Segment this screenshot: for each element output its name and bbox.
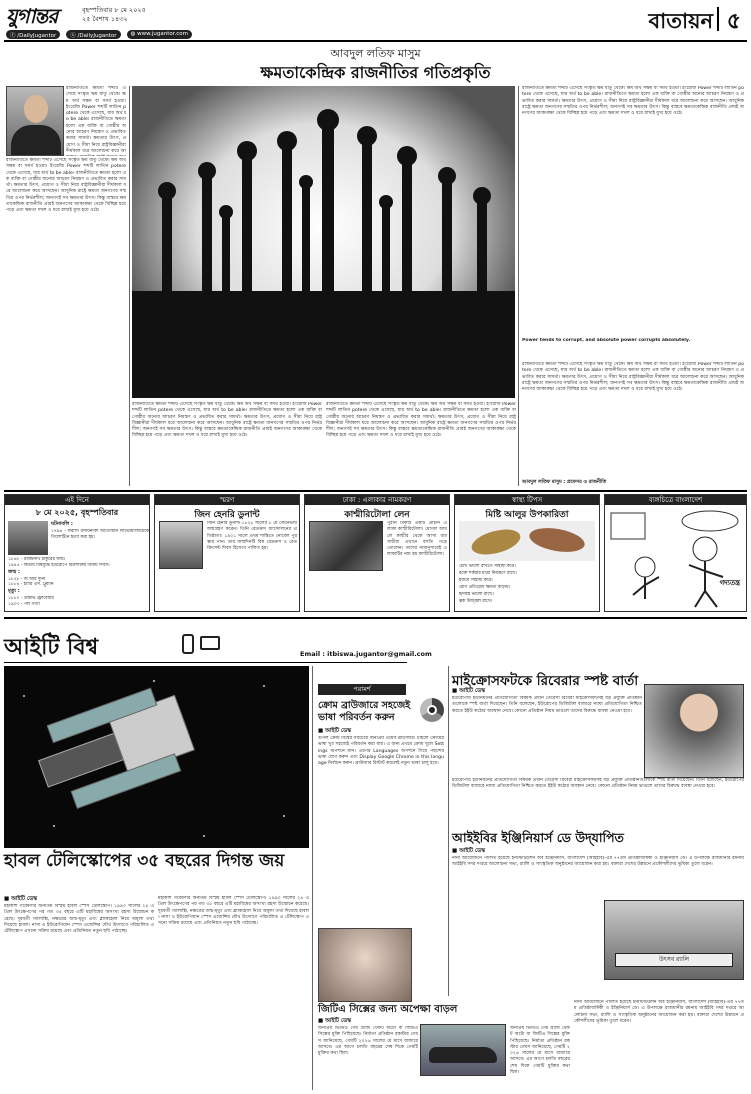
advice-headline: ক্রোম ব্রাউজারে সহজেই ভাষা পরিবর্তন করুন bbox=[318, 700, 411, 723]
gta-photo bbox=[318, 928, 412, 1002]
health-tips bbox=[459, 563, 597, 605]
it-email: Email : itbiswa.jugantor@gmail.com bbox=[300, 650, 432, 658]
hubble-headline: হাবল টেলিস্কোপের ৩৫ বছরের দিগন্ত জয় bbox=[4, 851, 285, 871]
facebook-link[interactable] bbox=[6, 30, 60, 39]
chrome-logo bbox=[420, 698, 444, 722]
info-strip bbox=[4, 494, 747, 614]
advice-desk: ■ আইটি ডেস্ক bbox=[318, 728, 352, 734]
it-title-rule bbox=[4, 662, 407, 663]
section-divider bbox=[717, 7, 719, 31]
political-cartoon bbox=[605, 507, 746, 611]
crowd-illustration bbox=[132, 86, 515, 398]
lead-column-4b: রাজনীতিতে ক্ষমতা শব্দটি এসেছে সংস্কৃত ক্ষম ধাতু থেকে। ক্ষম অর্থ সক্ষম বা সমর্থ হওয়া। ইংরেজি Power শব্দটি লাতিন potere থেকে এসেছে, যার অর্থ to be able। রাজনীতিতে ক্ষমতা হলো এক ব্যক্তি বা গোষ্ঠীর অন্যের আচরণ নিয়ন্ত্রণ ও প্রভাবিত করার সামর্থ্য। ক্ষমতার উৎস, প্রয়োগ ও সীমা নিয়ে রাষ্ট্রবিজ্ঞানীরা দীর্ঘকাল ধরে আলোচনা করে আসছেন। আধুনিক রাষ্ট্রে ক্ষমতা জনগণের সম্মতির ওপর নির্ভরশীল; জনগণই সব ক্ষমতার উৎস। কিন্তু বাস্তবে ক্ষমতাকেন্দ্রিক রাজনীতি প্রায়ই জনগণের আকাঙ্ক্ষা থেকে বিচ্ছিন্ন হয়ে পড়ে এবং ক্ষমতা দখল ও ধরে রাখাই মুখ্য হয়ে ওঠে। bbox=[522, 362, 744, 393]
column-rule bbox=[312, 666, 313, 1090]
author-suit bbox=[11, 125, 61, 156]
lead-author: আবদুল লতিফ মাসুম bbox=[330, 47, 421, 60]
hubble-body-2: মহাকাশ গবেষণার অন্যতম বিস্ময় হাবল স্পেস টেলিস্কোপ। ১৯৯০ সালের ২৪ এপ্রিল উৎক্ষেপণের পর গত ৩৫ বছরে এটি মহাবিশ্বের অসংখ্য রহস্য উন্মোচন করেছে। দূরবর্তী গ্যালাক্সি, নক্ষত্রের জন্ম-মৃত্যু এবং ব্ল্যাকহোল নিয়ে অমূল্য তথ্য দিয়েছে হাবল। নাসা ও ইউরোপিয়ান স্পেস এজেন্সির যৌথ উদ্যোগে পরিচালিত এ টেলিস্কোপ এখনো সক্রিয় রয়েছে এবং প্রতিনিয়ত নতুন ছবি পাঠাচ্ছে। bbox=[158, 896, 309, 927]
microsoft-body-2: ইউরোপীয় ইউনিয়নের প্রতিযোগিতা বিষয়ক প্রধান তেরেসা রিবেরা মাইক্রোসফটসহ বড় প্রযুক্তি প্রতিষ্ঠানগুলোকে স্পষ্ট বার্তা দিয়েছেন। তিনি বলেছেন, ইউরোপের ডিজিটাল বাজারে ন্যায্য প্রতিযোগিতা নিশ্চিত করতে ইইউ কঠোর অবস্থান নেবে। কোনো প্রতিষ্ঠান নিয়ম ভাঙলে তাদের বিরুদ্ধে ব্যবস্থা নেওয়া হবে। bbox=[452, 778, 744, 790]
lead-headline: ক্ষমতাকেন্দ্রিক রাজনীতির গতিপ্রকৃতি bbox=[260, 63, 491, 82]
health-title: স্বাস্থ্য টিপস bbox=[455, 495, 599, 505]
header-rule bbox=[4, 40, 747, 42]
remember-text: জিন হেনরি ডুনান্ট ১৮২৮ সালের ৮ মে জেনেভায় জন্মগ্রহণ করেন। তিনি রেডক্রস আন্দোলনের প্রতিষ্ঠাতা। ১৯০১ সালে প্রথম শান্তিতে নোবেল পুরস্কার পান। তার জন্মদিনটি বিশ্ব রেডক্রস ও রেড ক্রিসেন্ট দিবস হিসেবে পালিত হয়। bbox=[207, 521, 297, 552]
it-section-banner bbox=[4, 630, 224, 660]
today-panel bbox=[4, 494, 150, 612]
dhaka-title: ঢাকা : এলাকার নামকরণ bbox=[305, 495, 449, 505]
microsoft-headline: মাইক্রোসফটকে রিবেরার স্পষ্ট বার্তা bbox=[452, 673, 639, 689]
microsoft-desk: ■ আইটি ডেস্ক bbox=[452, 688, 486, 694]
car-shape bbox=[429, 1047, 497, 1063]
issue-date: বৃহস্পতিবার ৮ মে ২০২৫ bbox=[82, 6, 146, 14]
hubble-desk: ■ আইটি ডেস্ক bbox=[4, 896, 38, 902]
page-number: ৫ bbox=[726, 9, 741, 34]
today-date: ৮ মে ২০২৫, বৃহস্পতিবার bbox=[35, 508, 119, 517]
gta-body-2: জনপ্রিয় ভিডিও গেম গ্র্যান্ড থেফট অটো বা জিটিএ সিক্সের মুক্তি পিছিয়েছে। নির্মাতা প্রতিষ্ঠান রকস্টার গেমস জানিয়েছে, গেমটি ২০২৬ সালের মে মাসে বাজারে আসবে। এর আগে চলতি বছরের শেষ দিকে গেমটি মুক্তির কথা ছিল। bbox=[510, 1026, 570, 1076]
ieb-rally-photo bbox=[604, 900, 744, 980]
column-rule bbox=[448, 666, 449, 996]
today-event: ১৭৯৪ - ফরাসি রসায়নবিদ আঁতোয়ান লাভোয়াজিয়েকে গিলোটিনে হত্যা করা হয়। bbox=[51, 529, 149, 540]
today-birth: ১৮৮৪ - হ্যারি এস. ট্রুম্যান bbox=[8, 582, 54, 588]
facebook-handle: /DailyJugantor bbox=[17, 33, 57, 39]
strip-bottom-rule bbox=[4, 617, 747, 619]
portrait-photo bbox=[159, 521, 203, 569]
dhaka-name: কাশ্মীরিটোলা লেন bbox=[344, 510, 410, 520]
advice-tag: পরামর্শ bbox=[318, 684, 406, 695]
health-panel bbox=[454, 494, 600, 612]
health-tip: হজমে সাহায্য করে। bbox=[459, 578, 493, 583]
lead-quote: Power tends to corrupt, and absolute power corrupts absolutely. bbox=[522, 338, 691, 343]
globe-icon: ◍ bbox=[130, 31, 136, 37]
remember-name: জিন হেনরি ডুনান্ট bbox=[194, 510, 260, 520]
events-heading: ঘটনাবলি : bbox=[51, 521, 73, 527]
ieb-desk: ■ আইটি ডেস্ক bbox=[452, 848, 486, 854]
section-title: বাতায়ন bbox=[648, 9, 713, 33]
twitter-link[interactable] bbox=[66, 30, 120, 39]
column-rule bbox=[129, 86, 130, 486]
dhaka-panel bbox=[304, 494, 450, 612]
ieb-body: নানা আয়োজনে পালিত হয়েছে ইনস্টিটিউশন অব ইঞ্জিনিয়ার্স, বাংলাদেশ (আইইবি)-এর ৭৭তম প্রতিষ্ঠাবার্ষিকী ও ইঞ্জিনিয়ার্স ডে। এ উপলক্ষে রাজধানীর রমনায় আইইবি সদর দপ্তরে আলোচনা সভা, র‍্যালি ও সাংস্কৃতিক অনুষ্ঠানের আয়োজন করা হয়। বক্তারা দেশের উন্নয়নে প্রকৌশলীদের ভূমিকা তুলে ধরেন। bbox=[452, 856, 744, 868]
cartoon-caption: গদ্যতন্ত্র bbox=[719, 579, 740, 587]
phone-icon bbox=[182, 634, 194, 654]
author-head bbox=[24, 95, 48, 123]
dhaka-text: পুরান ঢাকার একটি প্রাচীন এলাকা কাশ্মীরিটোলা। মোগল আমলে কাশ্মীর থেকে আসা ব্যবসায়ীরা এখানে বসতি গড়ে তোলেন। তাদের নামানুসারেই এলাকাটির নাম হয় কাশ্মীরিটোলা। bbox=[387, 521, 447, 558]
gta-car-photo bbox=[420, 1024, 506, 1076]
website-url: www.jugantor.com bbox=[137, 31, 188, 37]
health-tip: চোখ ভালো রাখতে সাহায্য করে। bbox=[459, 564, 516, 569]
today-death: ১৮৮০ - গুস্তাভ ফ্লোবেয়ার bbox=[8, 596, 54, 602]
health-tip: ত্বক উজ্জ্বল রাখে। bbox=[459, 599, 493, 604]
facebook-icon: ⓕ bbox=[10, 33, 16, 39]
social-links bbox=[6, 30, 192, 39]
ribera-photo bbox=[644, 684, 744, 778]
author-photo bbox=[6, 86, 64, 156]
hubble-photo bbox=[4, 666, 309, 848]
lead-column-1: রাজনীতিতে ক্ষমতা শব্দটি এসেছে সংস্কৃত ক্ষম ধাতু থেকে। ক্ষম অর্থ সক্ষম বা সমর্থ হওয়া। ইংরেজি Power শব্দটি লাতিন potere থেকে এসেছে, যার অর্থ to be able। রাজনীতিতে ক্ষমতা হলো এক ব্যক্তি বা গোষ্ঠীর অন্যের আচরণ নিয়ন্ত্রণ ও প্রভাবিত করার সামর্থ্য। ক্ষমতার উৎস, প্রয়োগ ও সীমা নিয়ে রাষ্ট্রবিজ্ঞানীরা দীর্ঘকাল ধরে আলোচনা করে আসছেন। আধুনিক রাষ্ট্রে ক্ষমতা জনগণের সম্মতির ওপর নির্ভরশীল; জনগণই সব ক্ষমতার উৎস। কিন্তু বাস্তবে ক্ষমতাকেন্দ্রিক রাজনীতি প্রায়ই জনগণের আকাঙ্ক্ষা থেকে বিচ্ছিন্ন হয়ে পড়ে এবং ক্ষমতা দখল ও ধরে রাখাই মুখ্য হয়ে ওঠে। bbox=[6, 158, 126, 214]
today-title: এই দিনে bbox=[5, 495, 149, 505]
cartoon-panel bbox=[604, 494, 747, 612]
today-event: ১৮৬২ - রবীন্দ্রনাথ ঠাকুরের জন্ম। bbox=[8, 557, 66, 562]
sweet-potato-photo bbox=[459, 521, 595, 561]
gta-body: জনপ্রিয় ভিডিও গেম গ্র্যান্ড থেফট অটো বা জিটিএ সিক্সের মুক্তি পিছিয়েছে। নির্মাতা প্রতিষ্ঠান রকস্টার গেমস জানিয়েছে, গেমটি ২০২৬ সালের মে মাসে বাজারে আসবে। এর আগে চলতি বছরের শেষ দিকে গেমটি মুক্তির কথা ছিল। bbox=[318, 1026, 418, 1057]
births-heading: জন্ম : bbox=[8, 568, 20, 575]
hubble-body-1: মহাকাশ গবেষণার অন্যতম বিস্ময় হাবল স্পেস টেলিস্কোপ। ১৯৯০ সালের ২৪ এপ্রিল উৎক্ষেপণের পর গত ৩৫ বছরে এটি মহাবিশ্বের অসংখ্য রহস্য উন্মোচন করেছে। দূরবর্তী গ্যালাক্সি, নক্ষত্রের জন্ম-মৃত্যু এবং ব্ল্যাকহোল নিয়ে অমূল্য তথ্য দিয়েছে হাবল। নাসা ও ইউরোপিয়ান স্পেস এজেন্সির যৌথ উদ্যোগে পরিচালিত এ টেলিস্কোপ এখনো সক্রিয় রয়েছে এবং প্রতিনিয়ত নতুন ছবি পাঠাচ্ছে। bbox=[4, 904, 154, 935]
gta-desk: ■ আইটি ডেস্ক bbox=[318, 1018, 352, 1024]
gta-headline: জিটিএ সিক্সের জন্য অপেক্ষা বাড়ল bbox=[318, 1004, 458, 1015]
health-tip: রক্তে শর্করার মাত্রা নিয়ন্ত্রণে রাখে। bbox=[459, 571, 517, 576]
twitter-handle: /DailyJugantor bbox=[77, 33, 117, 39]
it-section-title: আইটি বিশ্ব bbox=[4, 634, 99, 660]
today-events bbox=[51, 521, 149, 541]
today-event: ১৯৪৫ - দ্বিতীয় বিশ্বযুদ্ধে ইউরোপে মিত্রশক্তির বিজয় দিবস। bbox=[8, 562, 110, 568]
today-death: ১৯০৩ - পল গঁগ্যা bbox=[8, 601, 40, 607]
masthead bbox=[4, 2, 747, 40]
chrome-icon bbox=[427, 705, 437, 715]
lead-column-4: রাজনীতিতে ক্ষমতা শব্দটি এসেছে সংস্কৃত ক্ষম ধাতু থেকে। ক্ষম অর্থ সক্ষম বা সমর্থ হওয়া। ইংরেজি Power শব্দটি লাতিন potere থেকে এসেছে, যার অর্থ to be able। রাজনীতিতে ক্ষমতা হলো এক ব্যক্তি বা গোষ্ঠীর অন্যের আচরণ নিয়ন্ত্রণ ও প্রভাবিত করার সামর্থ্য। ক্ষমতার উৎস, প্রয়োগ ও সীমা নিয়ে রাষ্ট্রবিজ্ঞানীরা দীর্ঘকাল ধরে আলোচনা করে আসছেন। আধুনিক রাষ্ট্রে ক্ষমতা জনগণের সম্মতির ওপর নির্ভরশীল; জনগণই সব ক্ষমতার উৎস। কিন্তু বাস্তবে ক্ষমতাকেন্দ্রিক রাজনীতি প্রায়ই জনগণের আকাঙ্ক্ষা থেকে বিচ্ছিন্ন হয়ে পড়ে এবং ক্ষমতা দখল ও ধরে রাখাই মুখ্য হয়ে ওঠে। bbox=[522, 86, 744, 117]
health-name: মিষ্টি আলুর উপকারিতা bbox=[485, 510, 569, 520]
website-link[interactable] bbox=[127, 30, 192, 39]
lead-column-2: রাজনীতিতে ক্ষমতা শব্দটি এসেছে সংস্কৃত ক্ষম ধাতু থেকে। ক্ষম অর্থ সক্ষম বা সমর্থ হওয়া। ইংরেজি Power শব্দটি লাতিন potere থেকে এসেছে, যার অর্থ to be able। রাজনীতিতে ক্ষমতা হলো এক ব্যক্তি বা গোষ্ঠীর অন্যের আচরণ নিয়ন্ত্রণ ও প্রভাবিত করার সামর্থ্য। ক্ষমতার উৎস, প্রয়োগ ও সীমা নিয়ে রাষ্ট্রবিজ্ঞানীরা দীর্ঘকাল ধরে আলোচনা করে আসছেন। আধুনিক রাষ্ট্রে ক্ষমতা জনগণের সম্মতির ওপর নির্ভরশীল; জনগণই সব ক্ষমতার উৎস। কিন্তু বাস্তবে ক্ষমতাকেন্দ্রিক রাজনীতি প্রায়ই জনগণের আকাঙ্ক্ষা থেকে বিচ্ছিন্ন হয়ে পড়ে এবং ক্ষমতা দখল ও ধরে রাখাই মুখ্য হয়ে ওঠে। bbox=[132, 402, 322, 439]
ieb-headline: আইইবির ইঞ্জিনিয়ার্স ডে উদ্‌যাপিত bbox=[452, 830, 624, 845]
issue-bangla-date: ২৫ বৈশাখ ১৪৩২ bbox=[82, 15, 128, 23]
advice-body: গুগল ক্রোম বিশ্বের সবচেয়ে জনপ্রিয় ওয়েব ব্রাউজার। চাইলে ক্রোমের ভাষা খুব সহজেই পরিবর্তন করা যায়। এ জন্য প্রথমে ক্রোম খুলে Settings অপশনে যান। এরপর Languages অপশনে গিয়ে পছন্দের ভাষা যোগ করুন এবং Display Google Chrome in this language নির্বাচন করুন। ব্রাউজার রিস্টার্ট করলেই নতুন ভাষা চালু হবে। bbox=[318, 736, 444, 767]
raised-hands-crowd-image bbox=[132, 86, 515, 398]
ieb-body-2: নানা আয়োজনে পালিত হয়েছে ইনস্টিটিউশন অব ইঞ্জিনিয়ার্স, বাংলাদেশ (আইইবি)-এর ৭৭তম প্রতিষ্ঠাবার্ষিকী ও ইঞ্জিনিয়ার্স ডে। এ উপলক্ষে রাজধানীর রমনায় আইইবি সদর দপ্তরে আলোচনা সভা, র‍্যালি ও সাংস্কৃতিক অনুষ্ঠানের আয়োজন করা হয়। বক্তারা দেশের উন্নয়নে প্রকৌশলীদের ভূমিকা তুলে ধরেন। bbox=[574, 1000, 744, 1024]
hubble-telescope-image bbox=[4, 666, 309, 848]
today-birth: ১৮২৮ - জঁ অঁরি দ্যুনাঁ bbox=[8, 576, 46, 582]
microsoft-body-1: ইউরোপীয় ইউনিয়নের প্রতিযোগিতা বিষয়ক প্রধান তেরেসা রিবেরা মাইক্রোসফটসহ বড় প্রযুক্তি প্রতিষ্ঠানগুলোকে স্পষ্ট বার্তা দিয়েছেন। তিনি বলেছেন, ইউরোপের ডিজিটাল বাজারে ন্যায্য প্রতিযোগিতা নিশ্চিত করতে ইইউ কঠোর অবস্থান নেবে। কোনো প্রতিষ্ঠান নিয়ম ভাঙলে তাদের বিরুদ্ধে ব্যবস্থা নেওয়া হবে। bbox=[452, 696, 642, 714]
lead-bottom-rule bbox=[4, 490, 747, 492]
cartoon-title: ব্যঙ্গচিত্রে বাংলাদেশ bbox=[605, 495, 746, 505]
remember-panel bbox=[154, 494, 300, 612]
twitter-icon: ⓧ bbox=[70, 33, 76, 39]
column-rule bbox=[518, 86, 519, 486]
health-tip: রোগ প্রতিরোধ ক্ষমতা বাড়ায়। bbox=[459, 585, 511, 590]
remember-title: স্মরণ bbox=[155, 495, 299, 505]
lead-column-1a: রাজনীতিতে ক্ষমতা শব্দটি এসেছে সংস্কৃত ক্ষম ধাতু থেকে। ক্ষম অর্থ সক্ষম বা সমর্থ হওয়া। ইংরেজি Power শব্দটি লাতিন potere থেকে এসেছে, যার অর্থ to be able। রাজনীতিতে ক্ষমতা হলো এক ব্যক্তি বা গোষ্ঠীর অন্যের আচরণ নিয়ন্ত্রণ ও প্রভাবিত করার সামর্থ্য। ক্ষমতার উৎস, প্রয়োগ ও সীমা নিয়ে রাষ্ট্রবিজ্ঞানীরা দীর্ঘকাল ধরে আলোচনা করে আ bbox=[66, 86, 126, 154]
newspaper-logo: যুগান্তর bbox=[6, 4, 58, 28]
health-tip: হৃদযন্ত্র ভালো রাখে। bbox=[459, 592, 494, 597]
street-photo bbox=[309, 521, 383, 571]
laptop-icon bbox=[200, 636, 220, 650]
today-figure bbox=[8, 521, 48, 555]
lead-byline: আবদুল লতিফ মাসুম : প্রফেসর ও রাজনীতি bbox=[522, 480, 607, 485]
lead-column-3: রাজনীতিতে ক্ষমতা শব্দটি এসেছে সংস্কৃত ক্ষম ধাতু থেকে। ক্ষম অর্থ সক্ষম বা সমর্থ হওয়া। ইংরেজি Power শব্দটি লাতিন potere থেকে এসেছে, যার অর্থ to be able। রাজনীতিতে ক্ষমতা হলো এক ব্যক্তি বা গোষ্ঠীর অন্যের আচরণ নিয়ন্ত্রণ ও প্রভাবিত করার সামর্থ্য। ক্ষমতার উৎস, প্রয়োগ ও সীমা নিয়ে রাষ্ট্রবিজ্ঞানীরা দীর্ঘকাল ধরে আলোচনা করে আসছেন। আধুনিক রাষ্ট্রে ক্ষমতা জনগণের সম্মতির ওপর নির্ভরশীল; জনগণই সব ক্ষমতার উৎস। কিন্তু বাস্তবে ক্ষমতাকেন্দ্রিক রাজনীতি প্রায়ই জনগণের আকাঙ্ক্ষা থেকে বিচ্ছিন্ন হয়ে পড়ে এবং ক্ষমতা দখল ও ধরে রাখাই মুখ্য হয়ে ওঠে। bbox=[326, 402, 516, 439]
deaths-heading: মৃত্যু : bbox=[8, 588, 20, 595]
rally-banner: উৎসব র‍্যালি bbox=[615, 953, 733, 967]
